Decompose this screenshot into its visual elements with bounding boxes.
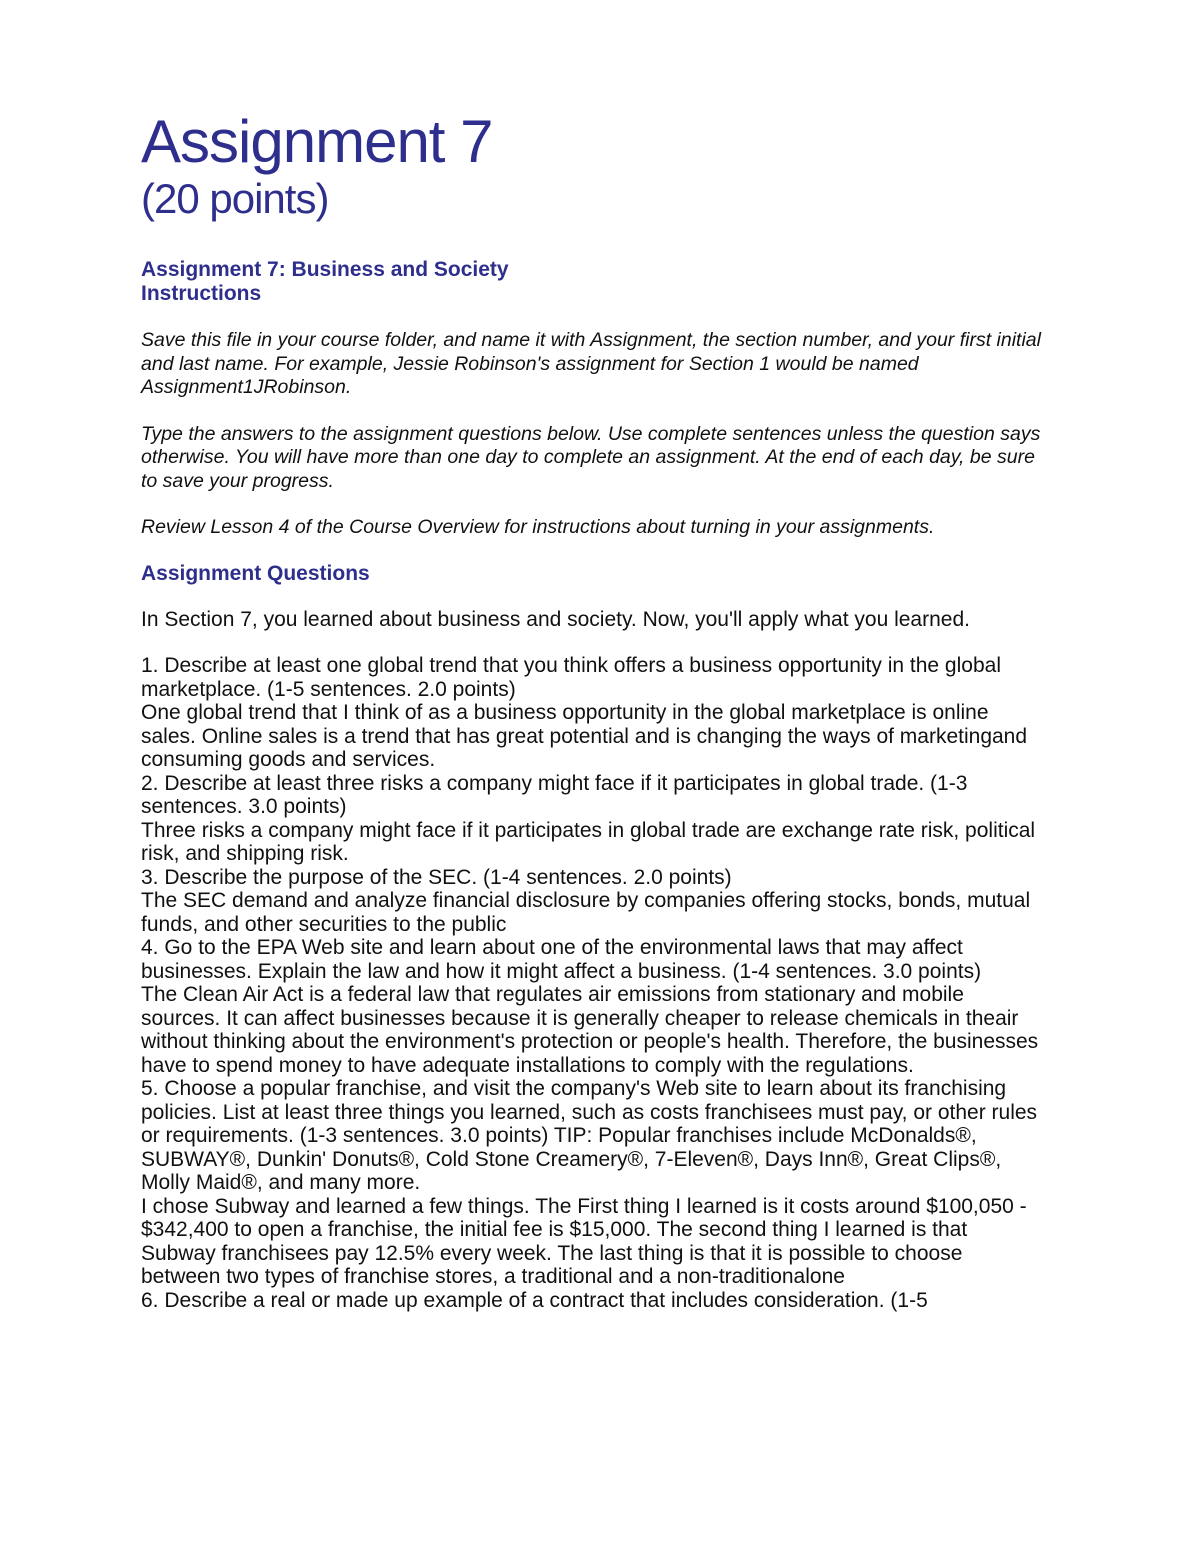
document-page — [141, 108, 1041, 1312]
question-4: 4. Go to the EPA Web site and learn about one of the environmental laws that may affect businesses. Explain the law and how it might affect a business. (1-4 sentences. 3.0 points) — [141, 936, 982, 983]
answer-5: I chose Subway and learned a few things. The First thing I learned is it costs around $100,050 - $342,400 to open a franchise, the initial fee is $15,000. The second thing I learned is that Subway franchisees pay 12.5% every week. The last thing is that it is possible to choose between two types of franchise stores, a traditional and a non-traditionalone — [141, 1194, 1027, 1288]
question-list — [141, 654, 1041, 1312]
answer-4: The Clean Air Act is a federal law that regulates air emissions from stationary and mobile sources. It can affect businesses because it is generally cheaper to release chemicals in theair without thinking about the environment's protection or people's health. Therefore, the businesses have to spend money to have adequate installations to comply with the regulations. — [141, 983, 1039, 1077]
question-2: 2. Describe at least three risks a company might face if it participates in global trade. (1-3 sentences. 3.0 points) — [141, 771, 968, 818]
question-5: 5. Choose a popular franchise, and visit the company's Web site to learn about its franchising policies. List at least three things you learned, such as costs franchisees must pay, or other rules or requirements. (1-3 sentences. 3.0 points) TIP: Popular franchises include McDonalds®, SUBWAY®, Dunkin' Donuts®, Cold Stone Creamery®, 7-Eleven®, Days Inn®, Great Clips®, Molly Maid®, and many more. — [141, 1077, 1038, 1194]
instructions-paragraph-review: Review Lesson 4 of the Course Overview for instructions about turning in your assignments. — [141, 516, 935, 538]
answer-3: The SEC demand and analyze financial disclosure by companies offering stocks, bonds, mutual funds, and other securities to the public — [141, 889, 1031, 936]
question-1: 1. Describe at least one global trend that you think offers a business opportunity in the global marketplace. (1-5 sentences. 2.0 points) — [141, 654, 1001, 701]
instructions-heading: Instructions — [141, 282, 262, 305]
questions-heading: Assignment Questions — [141, 561, 370, 585]
questions-intro: In Section 7, you learned about business and society. Now, you'll apply what you learned. — [141, 607, 970, 631]
instructions-paragraph-type: Type the answers to the assignment questions below. Use complete sentences unless the question says otherwise. You will have more than one day to complete an assignment. At the end of each day, be sure to save your progress. — [141, 422, 1041, 492]
question-3: 3. Describe the purpose of the SEC. (1-4 sentences. 2.0 points) — [141, 865, 732, 889]
answer-2: Three risks a company might face if it participates in global trade are exchange rate risk, political risk, and shipping risk. — [141, 818, 1036, 865]
answer-1: One global trend that I think of as a business opportunity in the global marketplace is online sales. Online sales is a trend that has great potential and is changing the ways of marketingand consuming goods and services. — [141, 701, 1028, 771]
page-title: Assignment 7 — [141, 108, 493, 175]
instructions-paragraph-save: Save this file in your course folder, and name it with Assignment, the section number, and your first initial and last name. For example, Jessie Robinson's assignment for Section 1 would be named Assignment1JRobinson. — [141, 329, 1041, 398]
points-subtitle: (20 points) — [141, 175, 329, 222]
section-heading: Assignment 7: Business and Society — [141, 258, 509, 281]
question-6: 6. Describe a real or made up example of a contract that includes consideration. (1-5 — [141, 1288, 928, 1312]
